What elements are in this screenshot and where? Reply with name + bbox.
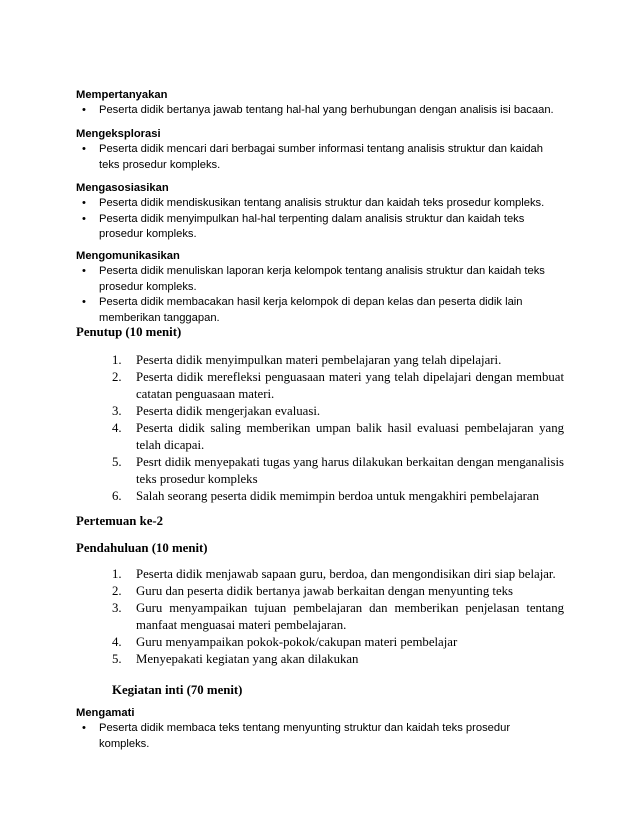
list-item: 5. Pesrt didik menyepakati tugas yang harus dilakukan berkaitan dengan menganalisis teks prosedur kompleks xyxy=(112,455,564,486)
list-item: 3. Guru menyampaikan tujuan pembelajaran dan memberikan penjelasan tentang manfaat menguasai materi pembelajaran. xyxy=(112,601,564,632)
bullet-icon: • xyxy=(82,104,86,116)
bullet-icon: • xyxy=(82,197,86,209)
bullet-icon: • xyxy=(82,212,86,225)
list-penutup xyxy=(112,352,564,505)
bullet-icon: • xyxy=(82,296,86,308)
heading-mempertanyakan: Mempertanyakan xyxy=(76,89,168,101)
list-item: 2. Peserta didik merefleksi penguasaan materi yang telah dipelajari dengan membuat catatan penguasaan materi. xyxy=(112,370,564,401)
list-item: • Peserta didik bertanya jawab tentang hal-hal yang berhubungan dengan analisis isi bacaan. xyxy=(76,103,562,119)
list-item: 5. Menyepakati kegiatan yang akan dilakukan xyxy=(112,652,359,666)
list-item: 1. Peserta didik menyimpulkan materi pembelajaran yang telah dipelajari. xyxy=(112,353,502,367)
list-item: • Peserta didik membacakan hasil kerja kelompok di depan kelas dan peserta didik lain memberikan tanggapan. xyxy=(82,296,523,324)
list-item: • Peserta didik membaca teks tentang menyunting struktur dan kaidah teks prosedur kompleks. xyxy=(82,722,511,750)
heading-mengamati: Mengamati xyxy=(76,707,135,719)
bullet-icon: • xyxy=(82,265,86,277)
heading-kegiatan-inti: Kegiatan inti (70 menit) xyxy=(112,683,243,697)
list-item: 3. Peserta didik mengerjakan evaluasi. xyxy=(112,404,321,418)
heading-mengeksplorasi: Mengeksplorasi xyxy=(76,128,161,140)
list-item: • Peserta didik mendiskusikan tentang analisis struktur dan kaidah teks prosedur kompleks. xyxy=(76,196,562,212)
list-item: 6. Salah seorang peserta didik memimpin berdoa untuk mengakhiri pembelajaran xyxy=(112,489,539,503)
list-item: • Peserta didik menuliskan laporan kerja kelompok tentang analisis struktur dan kaidah teks prosedur kompleks. xyxy=(82,265,545,293)
bullet-icon: • xyxy=(82,722,86,734)
list-mempertanyakan xyxy=(76,103,562,119)
heading-pendahuluan: Pendahuluan (10 menit) xyxy=(76,541,208,555)
list-item: • Peserta didik menyimpulkan hal-hal terpenting dalam analisis struktur dan kaidah teks prosedur kompleks. xyxy=(82,212,525,240)
list-item: 4. Peserta didik saling memberikan umpan balik hasil evaluasi pembelajaran yang telah dicapai. xyxy=(112,421,564,452)
bullet-icon: • xyxy=(82,143,86,155)
heading-pertemuan: Pertemuan ke-2 xyxy=(76,514,164,528)
list-item: 2. Guru dan peserta didik bertanya jawab berkaitan dengan menyunting teks xyxy=(112,584,514,598)
list-item: 4. Guru menyampaikan pokok-pokok/cakupan materi pembelajar xyxy=(112,635,458,649)
list-item: • Peserta didik mencari dari berbagai sumber informasi tentang analisis struktur dan kaidah teks prosedur kompleks. xyxy=(82,143,543,171)
heading-penutup: Penutup (10 menit) xyxy=(76,325,182,339)
list-pendahuluan xyxy=(112,566,564,668)
list-item: 1. Peserta didik menjawab sapaan guru, berdoa, dan mengondisikan diri siap belajar. xyxy=(112,567,556,581)
list-mengamati xyxy=(76,721,562,752)
list-mengomunikasikan xyxy=(76,264,562,326)
heading-mengasosiasikan: Mengasosiasikan xyxy=(76,182,169,194)
list-mengasosiasikan xyxy=(76,196,562,243)
heading-mengomunikasikan: Mengomunikasikan xyxy=(76,250,180,262)
list-mengeksplorasi xyxy=(76,142,562,173)
